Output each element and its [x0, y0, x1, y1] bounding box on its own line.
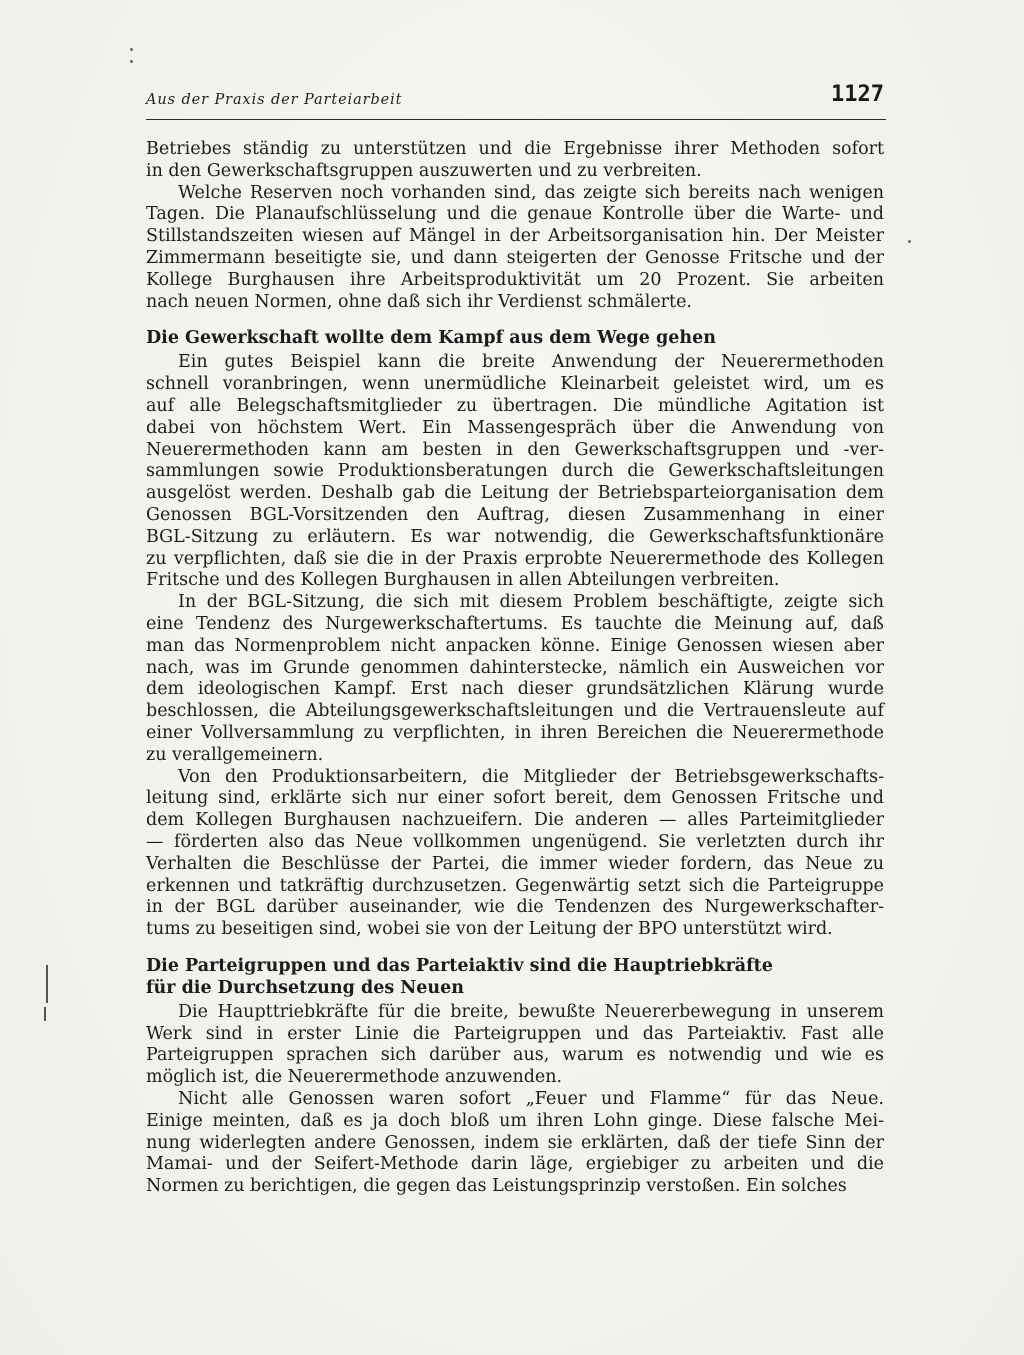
page-header	[146, 80, 884, 116]
paragraph-line: erkennen und tatkräftig durchzusetzen. Gegenwärtig setzt sich die Parteigruppe	[146, 875, 884, 896]
paragraph-line: ausgelöst werden. Deshalb gab die Leitung der Betriebsparteiorganisation dem	[146, 483, 884, 504]
paragraph-line: einer Vollversammlung zu verpflichten, in ihren Bereichen die Neuerermethode	[146, 722, 884, 743]
paragraph-line: Genossen BGL-Vorsitzenden den Auftrag, diesen Zusammenhang in einer	[146, 504, 884, 525]
scan-dust-dot	[908, 240, 911, 243]
paragraph-line: Betriebes ständig zu unterstützen und die Ergebnisse ihrer Methoden sofort	[146, 139, 884, 159]
section-heading-line: Die Parteigruppen und das Parteiaktiv sind die Hauptriebkräfte	[146, 955, 773, 976]
paragraph-line: Nicht alle Genossen waren sofort „Feuer und Flamme“ für das Neue.	[178, 1089, 884, 1110]
section-heading-line: für die Durchsetzung des Neuen	[146, 977, 464, 998]
paragraph-line: — förderten also das Neue vollkommen ungenügend. Sie verletzten durch ihr	[146, 831, 884, 852]
paragraph-line: Verhalten die Beschlüsse der Partei, die immer wieder fordern, das Neue zu	[146, 853, 884, 874]
running-head: Aus der Praxis der Parteiarbeit	[146, 92, 403, 108]
paragraph-line: in den Gewerkschaftsgruppen auszuwerten und zu verbreiten.	[146, 160, 702, 181]
paragraph-line: möglich ist, die Neuerermethode anzuwenden.	[146, 1067, 563, 1088]
scan-margin-mark	[44, 1007, 46, 1021]
paragraph-line: dabei von höchstem Wert. Ein Massengespräch über die Anwendung von	[146, 417, 884, 438]
paragraph-line: Einige meinten, daß es ja doch bloß um ihren Lohn ginge. Diese falsche Mei-	[146, 1110, 884, 1131]
paragraph-line: nach, was im Grunde genommen dahinterstecke, nämlich ein Ausweichen vor	[146, 657, 884, 678]
section-heading-line: Die Gewerkschaft wollte dem Kampf aus dem Wege gehen	[146, 328, 716, 349]
paragraph-line: Mamai- und der Seifert-Methode darin läge, ergiebiger zu arbeiten und die	[146, 1154, 884, 1175]
paragraph-line: In der BGL-Sitzung, die sich mit diesem Problem beschäftigte, zeigte sich	[178, 592, 884, 613]
paragraph-line: Kollege Burghausen ihre Arbeitsproduktivität um 20 Prozent. Sie arbeiten	[146, 269, 884, 290]
scan-margin-mark	[46, 965, 48, 1003]
paragraph-line: auf alle Belegschaftsmitglieder zu übertragen. Die mündliche Agitation ist	[146, 395, 884, 416]
paragraph-line: dem ideologischen Kampf. Erst nach dieser grundsätzlichen Klärung wurde	[146, 679, 884, 700]
paragraph-line: leitung sind, erklärte sich nur einer sofort bereit, dem Genossen Fritsche und	[146, 788, 884, 809]
paragraph-line: nung widerlegten andere Genossen, indem sie erklärten, daß der tiefe Sinn der	[146, 1132, 884, 1153]
paragraph-line: nach neuen Normen, ohne daß sich ihr Verdienst schmälerte.	[146, 291, 692, 312]
page-number: 1127	[831, 82, 884, 107]
paragraph-line: beschlossen, die Abteilungsgewerkschaftsleitungen und die Vertrauensleute auf	[146, 701, 884, 722]
paragraph-line: Ein gutes Beispiel kann die breite Anwendung der Neuerermethoden	[178, 352, 884, 373]
paragraph-line: in der BGL darüber auseinander, wie die Tendenzen des Nurgewerkschafter-	[146, 897, 884, 918]
paragraph-line: dem Kollegen Burghausen nachzueifern. Die anderen — alles Parteimitglieder	[146, 810, 884, 831]
header-rule	[146, 119, 886, 120]
paragraph-line: Fritsche und des Kollegen Burghausen in allen Abteilungen verbreiten.	[146, 570, 780, 591]
paragraph-line: Normen zu berichtigen, die gegen das Leistungsprinzip verstoßen. Ein solches	[146, 1176, 847, 1197]
paragraph-line: Tagen. Die Planaufschlüsselung und die genaue Kontrolle über die Warte- und	[146, 204, 884, 225]
paragraph-line: eine Tendenz des Nurgewerkschaftertums. Es tauchte die Meinung auf, daß	[146, 613, 884, 634]
paragraph-line: schnell voranbringen, wenn unermüdliche Kleinarbeit geleistet wird, um es	[146, 374, 884, 395]
paragraph-line: man das Normenproblem nicht anpacken könne. Einige Genossen wiesen aber	[146, 635, 884, 656]
paragraph-line: Parteigruppen sprachen sich darüber aus, warum es notwendig und wie es	[146, 1045, 884, 1066]
paragraph-line: Von den Produktionsarbeitern, die Mitglieder der Betriebsgewerkschafts-	[178, 766, 884, 787]
paragraph-line: tums zu beseitigen sind, wobei sie von der Leitung der BPO unterstützt wird.	[146, 919, 833, 940]
paragraph-line: Die Haupttriebkräfte für die breite, bewußte Neuererbewegung in unserem	[178, 1001, 884, 1022]
paragraph-line: Werk sind in erster Linie die Parteigruppen und das Parteiaktiv. Fast alle	[146, 1023, 884, 1044]
paragraph-line: Neuerermethoden kann am besten in den Gewerkschaftsgruppen und -ver-	[146, 439, 884, 460]
paragraph-line: BGL-Sitzung zu erläutern. Es war notwendig, die Gewerkschaftsfunktionäre	[146, 526, 884, 547]
paragraph-line: zu verpflichten, daß sie die in der Praxis erprobte Neuerermethode des Kollegen	[146, 548, 884, 569]
paragraph-line: Zimmermann beseitigte sie, und dann steigerten der Genosse Fritsche und der	[146, 247, 884, 268]
scan-dust-dot	[130, 60, 133, 63]
paragraph-line: zu verallgemeinern.	[146, 744, 324, 765]
article-body	[146, 139, 884, 1198]
section-gap	[146, 313, 884, 327]
paragraph-line: sammlungen sowie Produktionsberatungen durch die Gewerkschaftsleitungen	[146, 461, 884, 482]
scan-dust-dot	[130, 48, 133, 51]
paragraph-line: Stillstandszeiten wiesen auf Mängel in der Arbeitsorganisation hin. Der Meister	[146, 226, 884, 247]
section-gap	[146, 941, 884, 955]
paragraph-line: Welche Reserven noch vorhanden sind, das zeigte sich bereits nach wenigen	[178, 182, 884, 203]
